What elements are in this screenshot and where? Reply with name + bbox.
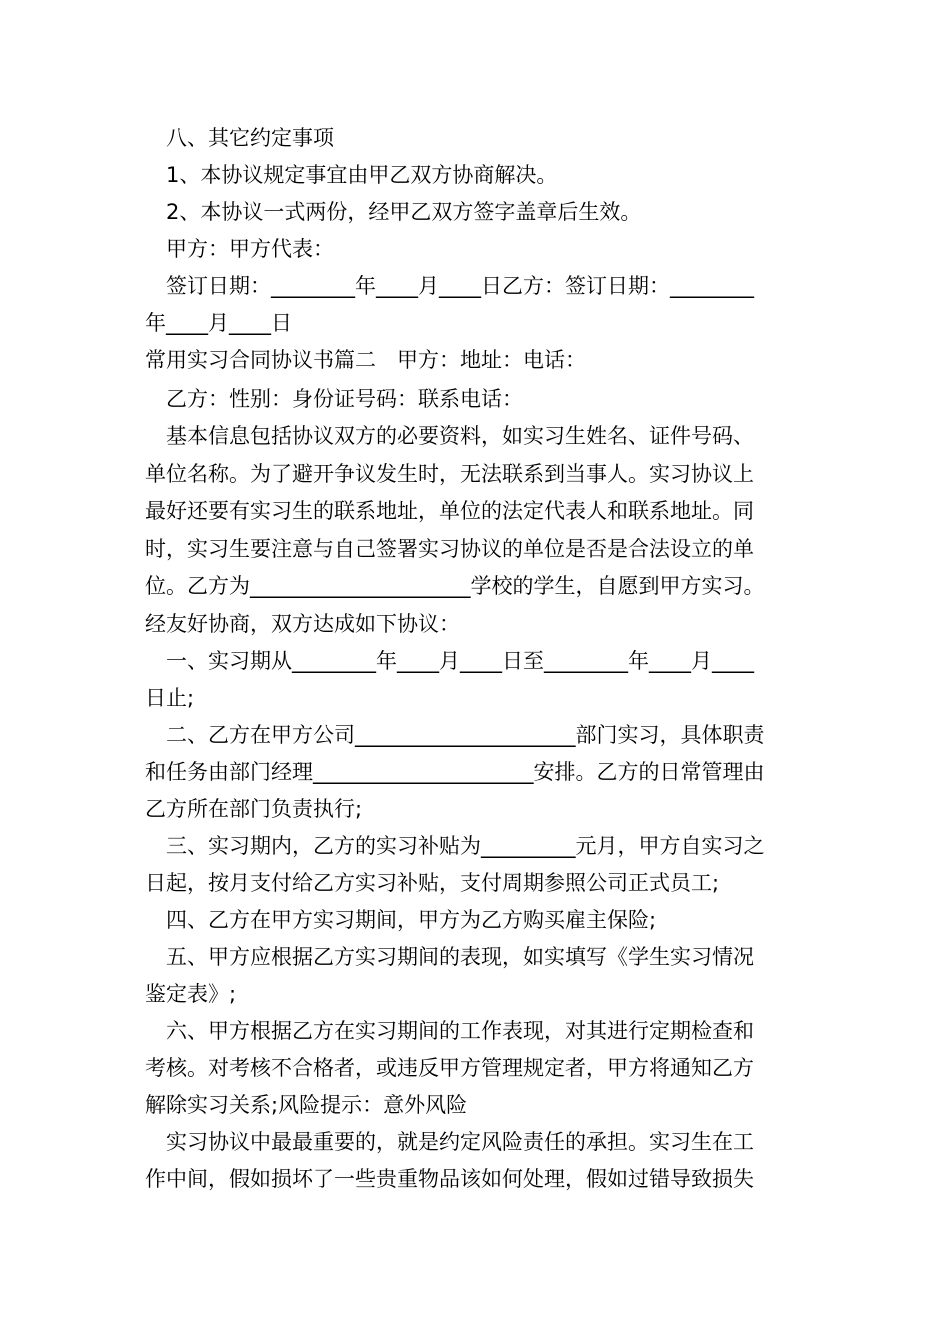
text-line: 常用实习合同协议书篇二 甲方：地址：电话： <box>145 348 586 372</box>
text-line: 作中间，假如损坏了一些贵重物品该如何处理，假如过错导致损失 <box>145 1167 754 1191</box>
text-line: 日止; <box>145 686 195 710</box>
text-line: 年____月____日 <box>145 311 292 335</box>
text-line: 六、甲方根据乙方在实习期间的工作表现，对其进行定期检查和 <box>145 1019 754 1043</box>
text-line: 五、甲方应根据乙方实习期间的表现，如实填写《学生实习情况 <box>145 945 754 969</box>
text-line: 三、实习期内，乙方的实习补贴为_________元月，甲方自实习之 <box>145 834 765 858</box>
text-line: 单位名称。为了避开争议发生时，无法联系到当事人。实习协议上 <box>145 462 754 486</box>
text-line: 甲方：甲方代表： <box>145 237 334 261</box>
text-line: 八、其它约定事项 <box>145 126 334 150</box>
text-line: 鉴定表》; <box>145 982 237 1006</box>
text-line: 二、乙方在甲方公司_____________________部门实习，具体职责 <box>145 723 765 747</box>
text-line: 最好还要有实习生的联系地址，单位的法定代表人和联系地址。同 <box>145 499 754 523</box>
text-line: 2、本协议一式两份，经甲乙双方签字盖章后生效。 <box>145 200 642 224</box>
text-line: 考核。对考核不合格者，或违反甲方管理规定者，甲方将通知乙方 <box>145 1056 754 1080</box>
text-line: 实习协议中最最重要的，就是约定风险责任的承担。实习生在工 <box>145 1130 754 1154</box>
text-line: 经友好协商，双方达成如下协议： <box>145 612 460 636</box>
text-line: 位。乙方为_____________________学校的学生，自愿到甲方实习。 <box>145 574 765 598</box>
text-line: 日起，按月支付给乙方实习补贴，支付周期参照公司正式员工; <box>145 871 720 895</box>
text-line: 四、乙方在甲方实习期间，甲方为乙方购买雇主保险; <box>145 908 657 932</box>
text-line: 时，实习生要注意与自己签署实习协议的单位是否是合法设立的单 <box>145 537 754 561</box>
text-line: 基本信息包括协议双方的必要资料，如实习生姓名、证件号码、 <box>145 424 754 448</box>
text-line: 乙方：性别：身份证号码：联系电话： <box>145 387 523 411</box>
text-line: 一、实习期从________年____月____日至________年____月____ <box>145 649 754 673</box>
text-line: 1、本协议规定事宜由甲乙双方协商解决。 <box>145 163 558 187</box>
text-line: 和任务由部门经理_____________________安排。乙方的日常管理由 <box>145 760 765 784</box>
text-line: 乙方所在部门负责执行; <box>145 797 363 821</box>
text-line: 解除实习关系;风险提示：意外风险 <box>145 1093 468 1117</box>
text-line: 签订日期：________年____月____日乙方：签订日期：________ <box>145 274 754 298</box>
